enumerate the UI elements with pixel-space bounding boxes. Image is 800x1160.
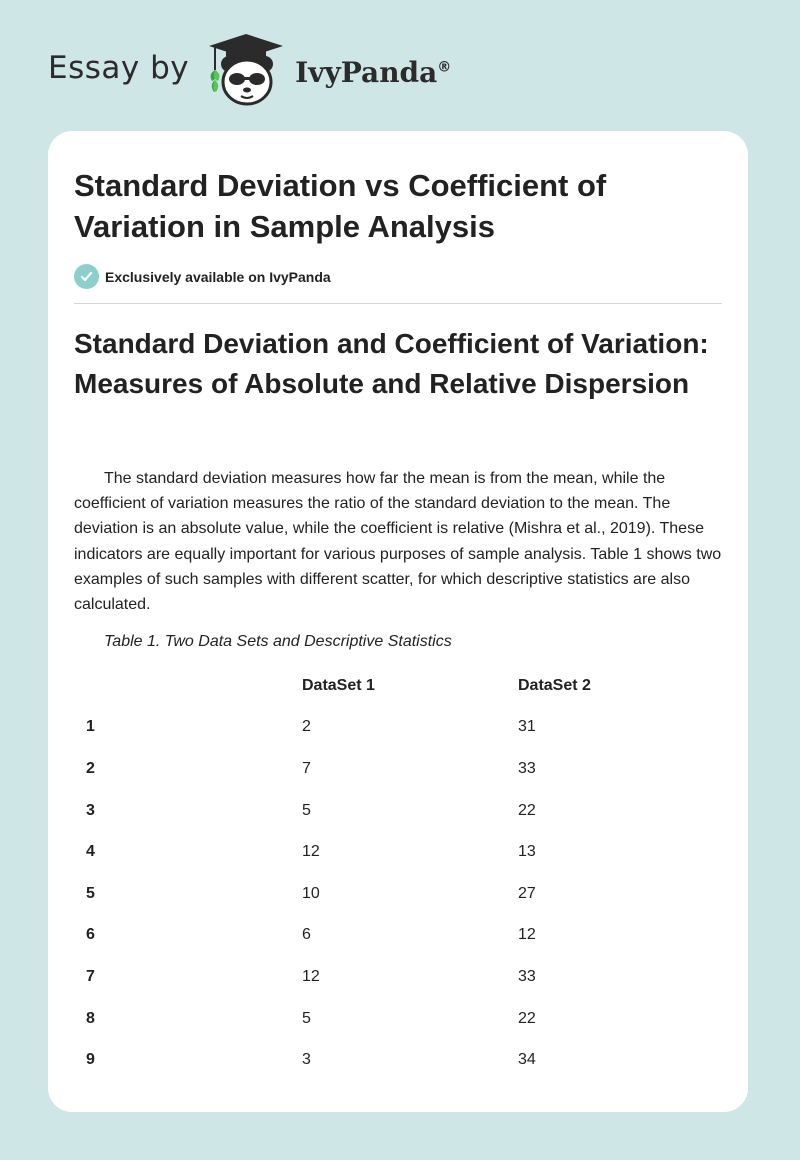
row-label: 1 [86, 718, 95, 736]
table-cell: 13 [518, 843, 536, 861]
row-label: 8 [86, 1009, 95, 1027]
row-label: 6 [86, 926, 95, 944]
article-card [48, 131, 748, 1112]
table-cell: 7 [302, 759, 311, 777]
table-row [74, 831, 718, 873]
row-label: 4 [86, 843, 95, 861]
table-cell: 10 [302, 884, 320, 902]
table-cell: 27 [518, 884, 536, 902]
table-row [74, 998, 718, 1040]
site-header [48, 30, 451, 110]
panda-logo-icon[interactable] [203, 30, 289, 110]
table-cell: 12 [518, 926, 536, 944]
table-header-row [74, 665, 718, 707]
table-cell: 2 [302, 718, 311, 736]
divider [74, 303, 722, 304]
table-cell: 22 [518, 801, 536, 819]
table-cell: 33 [518, 759, 536, 777]
body-paragraph: The standard deviation measures how far the mean is from the mean, while the coefficient of variation measures the ratio of the standard deviation to the mean. The deviation is an absolute value, while the coefficient is relative (Mishra et al., 2019). These indicators are equally important for various purposes of sample analysis. Table 1 shows two examples of such samples with different scatter, for which descriptive statistics are also calculated. [74, 470, 722, 614]
brand-prefix: Essay by [48, 50, 190, 86]
table-cell: 6 [302, 926, 311, 944]
row-label: 3 [86, 801, 95, 819]
exclusive-label: Exclusively available on IvyPanda [105, 268, 331, 285]
table-cell: 22 [518, 1009, 536, 1027]
table-cell: 12 [302, 967, 320, 985]
table-cell: 3 [302, 1051, 311, 1069]
exclusive-badge [74, 264, 331, 289]
table-row [74, 1039, 718, 1081]
registered-mark: ® [437, 59, 452, 76]
table-row [74, 956, 718, 998]
row-label: 2 [86, 759, 95, 777]
table-row [74, 873, 718, 915]
table-row [74, 790, 718, 832]
row-label: 5 [86, 884, 95, 902]
table-cell: 12 [302, 843, 320, 861]
table-row [74, 707, 718, 749]
section-heading: Standard Deviation and Coefficient of Variation: Measures of Absolute and Relative Dispersion [74, 328, 709, 399]
table-cell: 5 [302, 1009, 311, 1027]
row-label: 9 [86, 1051, 95, 1069]
table-cell: 34 [518, 1051, 536, 1069]
page-title: Standard Deviation vs Coefficient of Variation in Sample Analysis [74, 168, 607, 244]
table-row [74, 748, 718, 790]
table-cell: 31 [518, 718, 536, 736]
data-table [74, 665, 718, 1081]
table-row [74, 915, 718, 957]
table-header-cell: DataSet 1 [302, 676, 375, 694]
row-label: 7 [86, 967, 95, 985]
table-cell: 33 [518, 967, 536, 985]
brand-name[interactable]: IvyPanda® [295, 55, 452, 89]
table-header-cell [74, 665, 302, 707]
check-icon [74, 264, 99, 289]
table-header-cell: DataSet 2 [518, 676, 591, 694]
table-cell: 5 [302, 801, 311, 819]
table-caption: Table 1. Two Data Sets and Descriptive Statistics [104, 633, 452, 650]
